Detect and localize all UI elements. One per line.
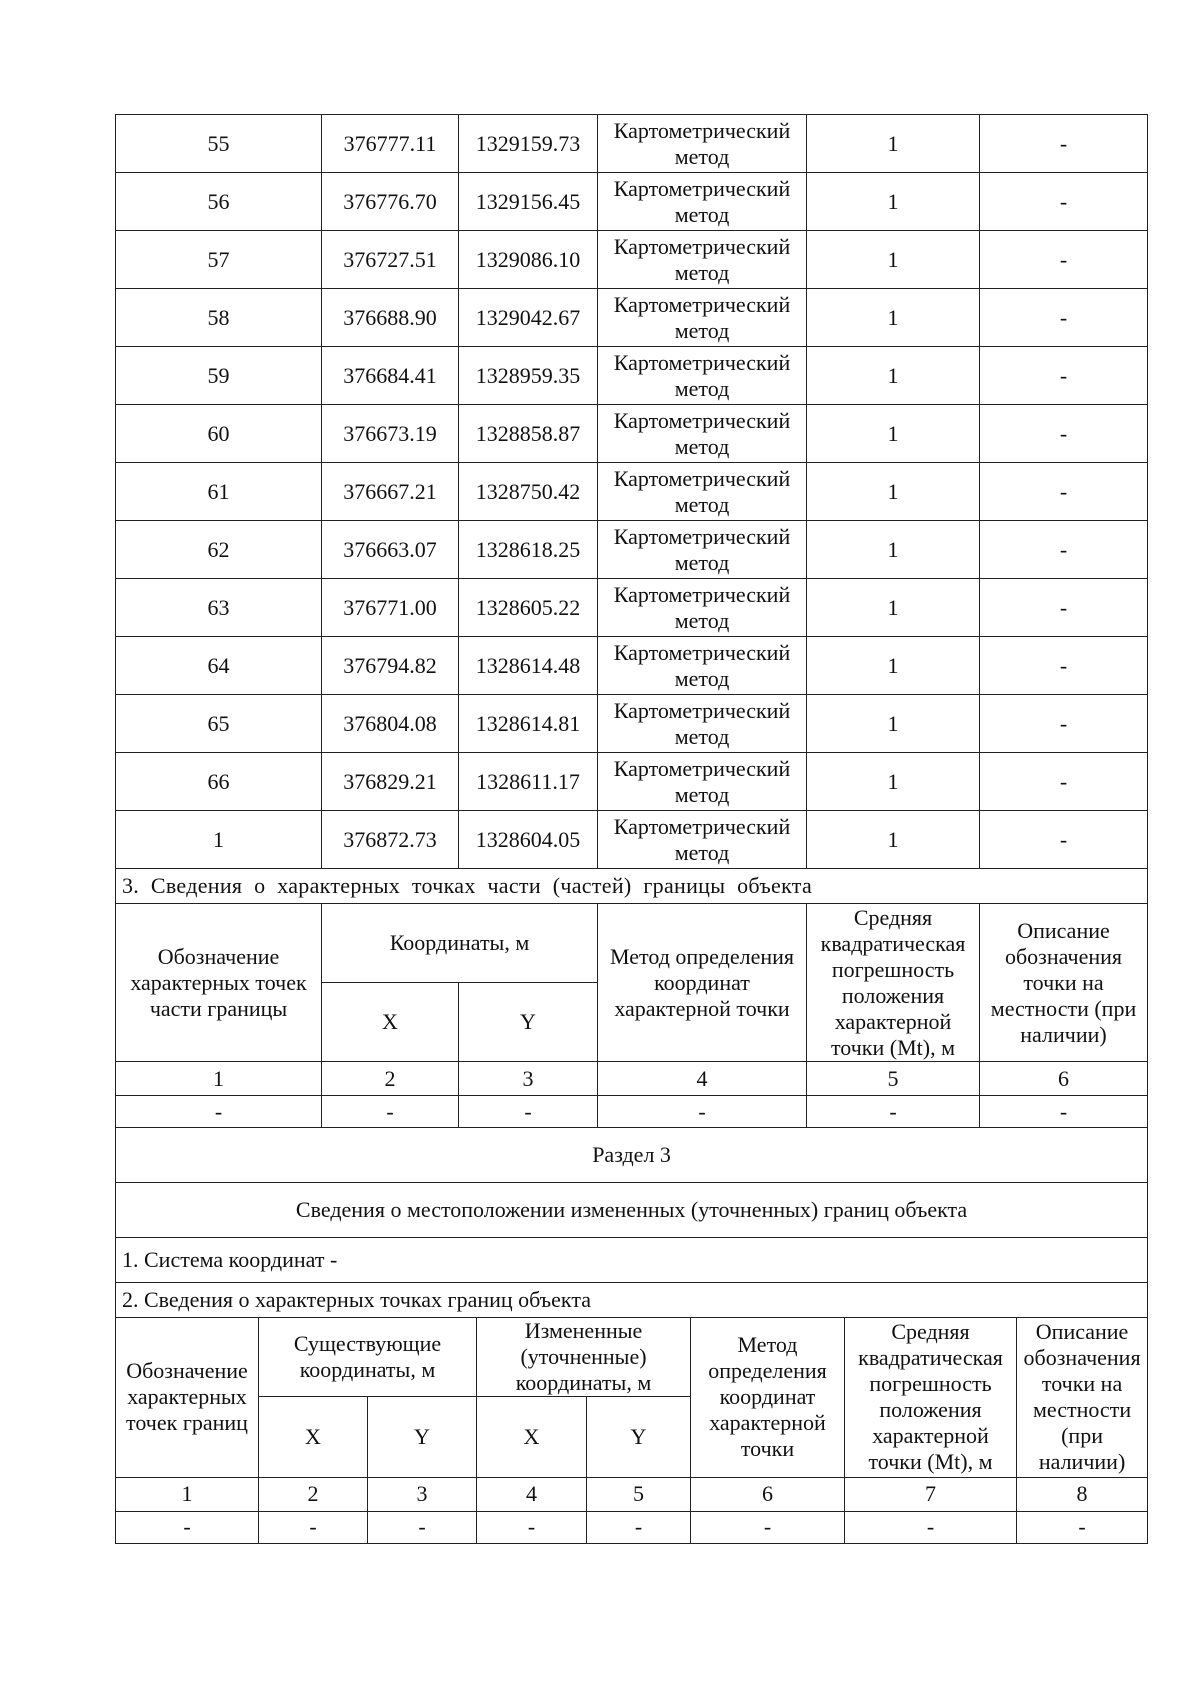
- coord-y: 1328618.25: [459, 521, 598, 579]
- s3-header-designation: Обозначение характерных точек границ: [116, 1317, 259, 1477]
- mean-error: 1: [807, 811, 980, 869]
- coord-x: 376771.00: [322, 579, 459, 637]
- description: -: [980, 347, 1148, 405]
- mean-error: 1: [807, 405, 980, 463]
- point-number: 62: [116, 521, 322, 579]
- coord-y: 1329159.73: [459, 115, 598, 173]
- method: Картометрический метод: [598, 173, 807, 231]
- coord-y: 1328959.35: [459, 347, 598, 405]
- header-y: Y: [459, 983, 598, 1062]
- parts-column-numbers: [116, 1062, 1148, 1096]
- column-number: 8: [1017, 1477, 1148, 1511]
- table-row: [116, 405, 1148, 463]
- table-row: [116, 463, 1148, 521]
- method: Картометрический метод: [598, 115, 807, 173]
- description: -: [980, 173, 1148, 231]
- table-row: [116, 811, 1148, 869]
- method: Картометрический метод: [598, 289, 807, 347]
- point-number: 60: [116, 405, 322, 463]
- method: Картометрический метод: [598, 811, 807, 869]
- method: Картометрический метод: [598, 405, 807, 463]
- s3-header-y1: Y: [368, 1396, 477, 1477]
- coord-x: 376804.08: [322, 695, 459, 753]
- section3-subtitle: Сведения о местоположении измененных (уточненных) границ объекта: [116, 1182, 1148, 1237]
- table-row: [116, 231, 1148, 289]
- coord-y: 1329086.10: [459, 231, 598, 289]
- points-table-body: [116, 115, 1148, 869]
- column-number: 2: [322, 1062, 459, 1096]
- parts-empty-row: [116, 1096, 1148, 1128]
- point-number: 57: [116, 231, 322, 289]
- mean-error: 1: [807, 289, 980, 347]
- description: -: [980, 811, 1148, 869]
- header-x: X: [322, 983, 459, 1062]
- description: -: [980, 463, 1148, 521]
- mean-error: 1: [807, 347, 980, 405]
- coord-x: 376872.73: [322, 811, 459, 869]
- point-number: 65: [116, 695, 322, 753]
- empty-cell: -: [116, 1096, 322, 1128]
- coord-x: 376777.11: [322, 115, 459, 173]
- coord-y: 1329042.67: [459, 289, 598, 347]
- section3-points-title: 2. Сведения о характерных точках границ объекта: [116, 1282, 1148, 1317]
- empty-cell: -: [259, 1511, 368, 1543]
- parts-section: [116, 869, 1148, 1128]
- description: -: [980, 231, 1148, 289]
- empty-cell: -: [980, 1096, 1148, 1128]
- column-number: 5: [587, 1477, 691, 1511]
- column-number: 1: [116, 1477, 259, 1511]
- empty-cell: -: [459, 1096, 598, 1128]
- mean-error: 1: [807, 753, 980, 811]
- mean-error: 1: [807, 115, 980, 173]
- description: -: [980, 753, 1148, 811]
- point-number: 63: [116, 579, 322, 637]
- point-number: 56: [116, 173, 322, 231]
- empty-cell: -: [116, 1511, 259, 1543]
- coord-y: 1328614.81: [459, 695, 598, 753]
- column-number: 3: [459, 1062, 598, 1096]
- coord-y: 1329156.45: [459, 173, 598, 231]
- mean-error: 1: [807, 637, 980, 695]
- mean-error: 1: [807, 173, 980, 231]
- s3-header-method: Метод определения координат характерной точки: [691, 1317, 845, 1477]
- point-number: 58: [116, 289, 322, 347]
- method: Картометрический метод: [598, 637, 807, 695]
- table-row: [116, 347, 1148, 405]
- description: -: [980, 521, 1148, 579]
- method: Картометрический метод: [598, 463, 807, 521]
- empty-cell: -: [807, 1096, 980, 1128]
- column-number: 2: [259, 1477, 368, 1511]
- empty-cell: -: [587, 1511, 691, 1543]
- empty-cell: -: [691, 1511, 845, 1543]
- table-row: [116, 637, 1148, 695]
- points-table: [115, 114, 1148, 1128]
- empty-cell: -: [368, 1511, 477, 1543]
- coord-x: 376667.21: [322, 463, 459, 521]
- coord-y: 1328605.22: [459, 579, 598, 637]
- mean-error: 1: [807, 521, 980, 579]
- table-row: [116, 521, 1148, 579]
- column-number: 6: [691, 1477, 845, 1511]
- mean-error: 1: [807, 579, 980, 637]
- description: -: [980, 579, 1148, 637]
- table-row: [116, 115, 1148, 173]
- description: -: [980, 695, 1148, 753]
- header-description: Описание обозначения точки на местности (при наличии): [980, 904, 1148, 1062]
- s3-header-x1: X: [259, 1396, 368, 1477]
- point-number: 55: [116, 115, 322, 173]
- point-number: 66: [116, 753, 322, 811]
- mean-error: 1: [807, 695, 980, 753]
- point-number: 1: [116, 811, 322, 869]
- coord-y: 1328614.48: [459, 637, 598, 695]
- coord-y: 1328858.87: [459, 405, 598, 463]
- section3-table: [115, 1127, 1148, 1544]
- coord-x: 376794.82: [322, 637, 459, 695]
- parts-section-title: 3. Сведения о характерных точках части (частей) границы объекта: [116, 869, 1148, 904]
- point-number: 64: [116, 637, 322, 695]
- table-row: [116, 695, 1148, 753]
- section3-title: Раздел 3: [116, 1127, 1148, 1182]
- coord-x: 376684.41: [322, 347, 459, 405]
- description: -: [980, 405, 1148, 463]
- coord-x: 376688.90: [322, 289, 459, 347]
- s3-column-numbers: [116, 1477, 1148, 1511]
- empty-cell: -: [477, 1511, 587, 1543]
- s3-header-changed: Измененные (уточненные) координаты, м: [477, 1317, 691, 1396]
- description: -: [980, 115, 1148, 173]
- column-number: 6: [980, 1062, 1148, 1096]
- point-number: 59: [116, 347, 322, 405]
- empty-cell: -: [322, 1096, 459, 1128]
- mean-error: 1: [807, 231, 980, 289]
- coord-x: 376829.21: [322, 753, 459, 811]
- coord-x: 376727.51: [322, 231, 459, 289]
- coord-x: 376776.70: [322, 173, 459, 231]
- method: Картометрический метод: [598, 521, 807, 579]
- s3-header-x2: X: [477, 1396, 587, 1477]
- column-number: 3: [368, 1477, 477, 1511]
- point-number: 61: [116, 463, 322, 521]
- s3-header-description: Описание обозначения точки на местности (при наличии): [1017, 1317, 1148, 1477]
- s3-empty-row: [116, 1511, 1148, 1543]
- column-number: 7: [845, 1477, 1017, 1511]
- column-number: 4: [477, 1477, 587, 1511]
- method: Картометрический метод: [598, 695, 807, 753]
- table-row: [116, 289, 1148, 347]
- mean-error: 1: [807, 463, 980, 521]
- coord-y: 1328604.05: [459, 811, 598, 869]
- description: -: [980, 289, 1148, 347]
- coord-y: 1328750.42: [459, 463, 598, 521]
- empty-cell: -: [1017, 1511, 1148, 1543]
- method: Картометрический метод: [598, 753, 807, 811]
- description: -: [980, 637, 1148, 695]
- s3-header-existing: Существующие координаты, м: [259, 1317, 477, 1396]
- method: Картометрический метод: [598, 579, 807, 637]
- table-row: [116, 173, 1148, 231]
- column-number: 5: [807, 1062, 980, 1096]
- empty-cell: -: [598, 1096, 807, 1128]
- header-designation: Обозначение характерных точек части границы: [116, 904, 322, 1062]
- coord-x: 376673.19: [322, 405, 459, 463]
- method: Картометрический метод: [598, 231, 807, 289]
- coord-x: 376663.07: [322, 521, 459, 579]
- s3-header-y2: Y: [587, 1396, 691, 1477]
- empty-cell: -: [845, 1511, 1017, 1543]
- method: Картометрический метод: [598, 347, 807, 405]
- column-number: 4: [598, 1062, 807, 1096]
- header-error: Средняя квадратическая погрешность положения характерной точки (Mt), м: [807, 904, 980, 1062]
- column-number: 1: [116, 1062, 322, 1096]
- document-page: [115, 114, 1147, 1544]
- header-method: Метод определения координат характерной точки: [598, 904, 807, 1062]
- header-coordinates: Координаты, м: [322, 904, 598, 983]
- coord-y: 1328611.17: [459, 753, 598, 811]
- table-row: [116, 579, 1148, 637]
- s3-header-error: Средняя квадратическая погрешность положения характерной точки (Mt), м: [845, 1317, 1017, 1477]
- table-row: [116, 753, 1148, 811]
- coord-system-line: 1. Система координат -: [116, 1237, 1148, 1282]
